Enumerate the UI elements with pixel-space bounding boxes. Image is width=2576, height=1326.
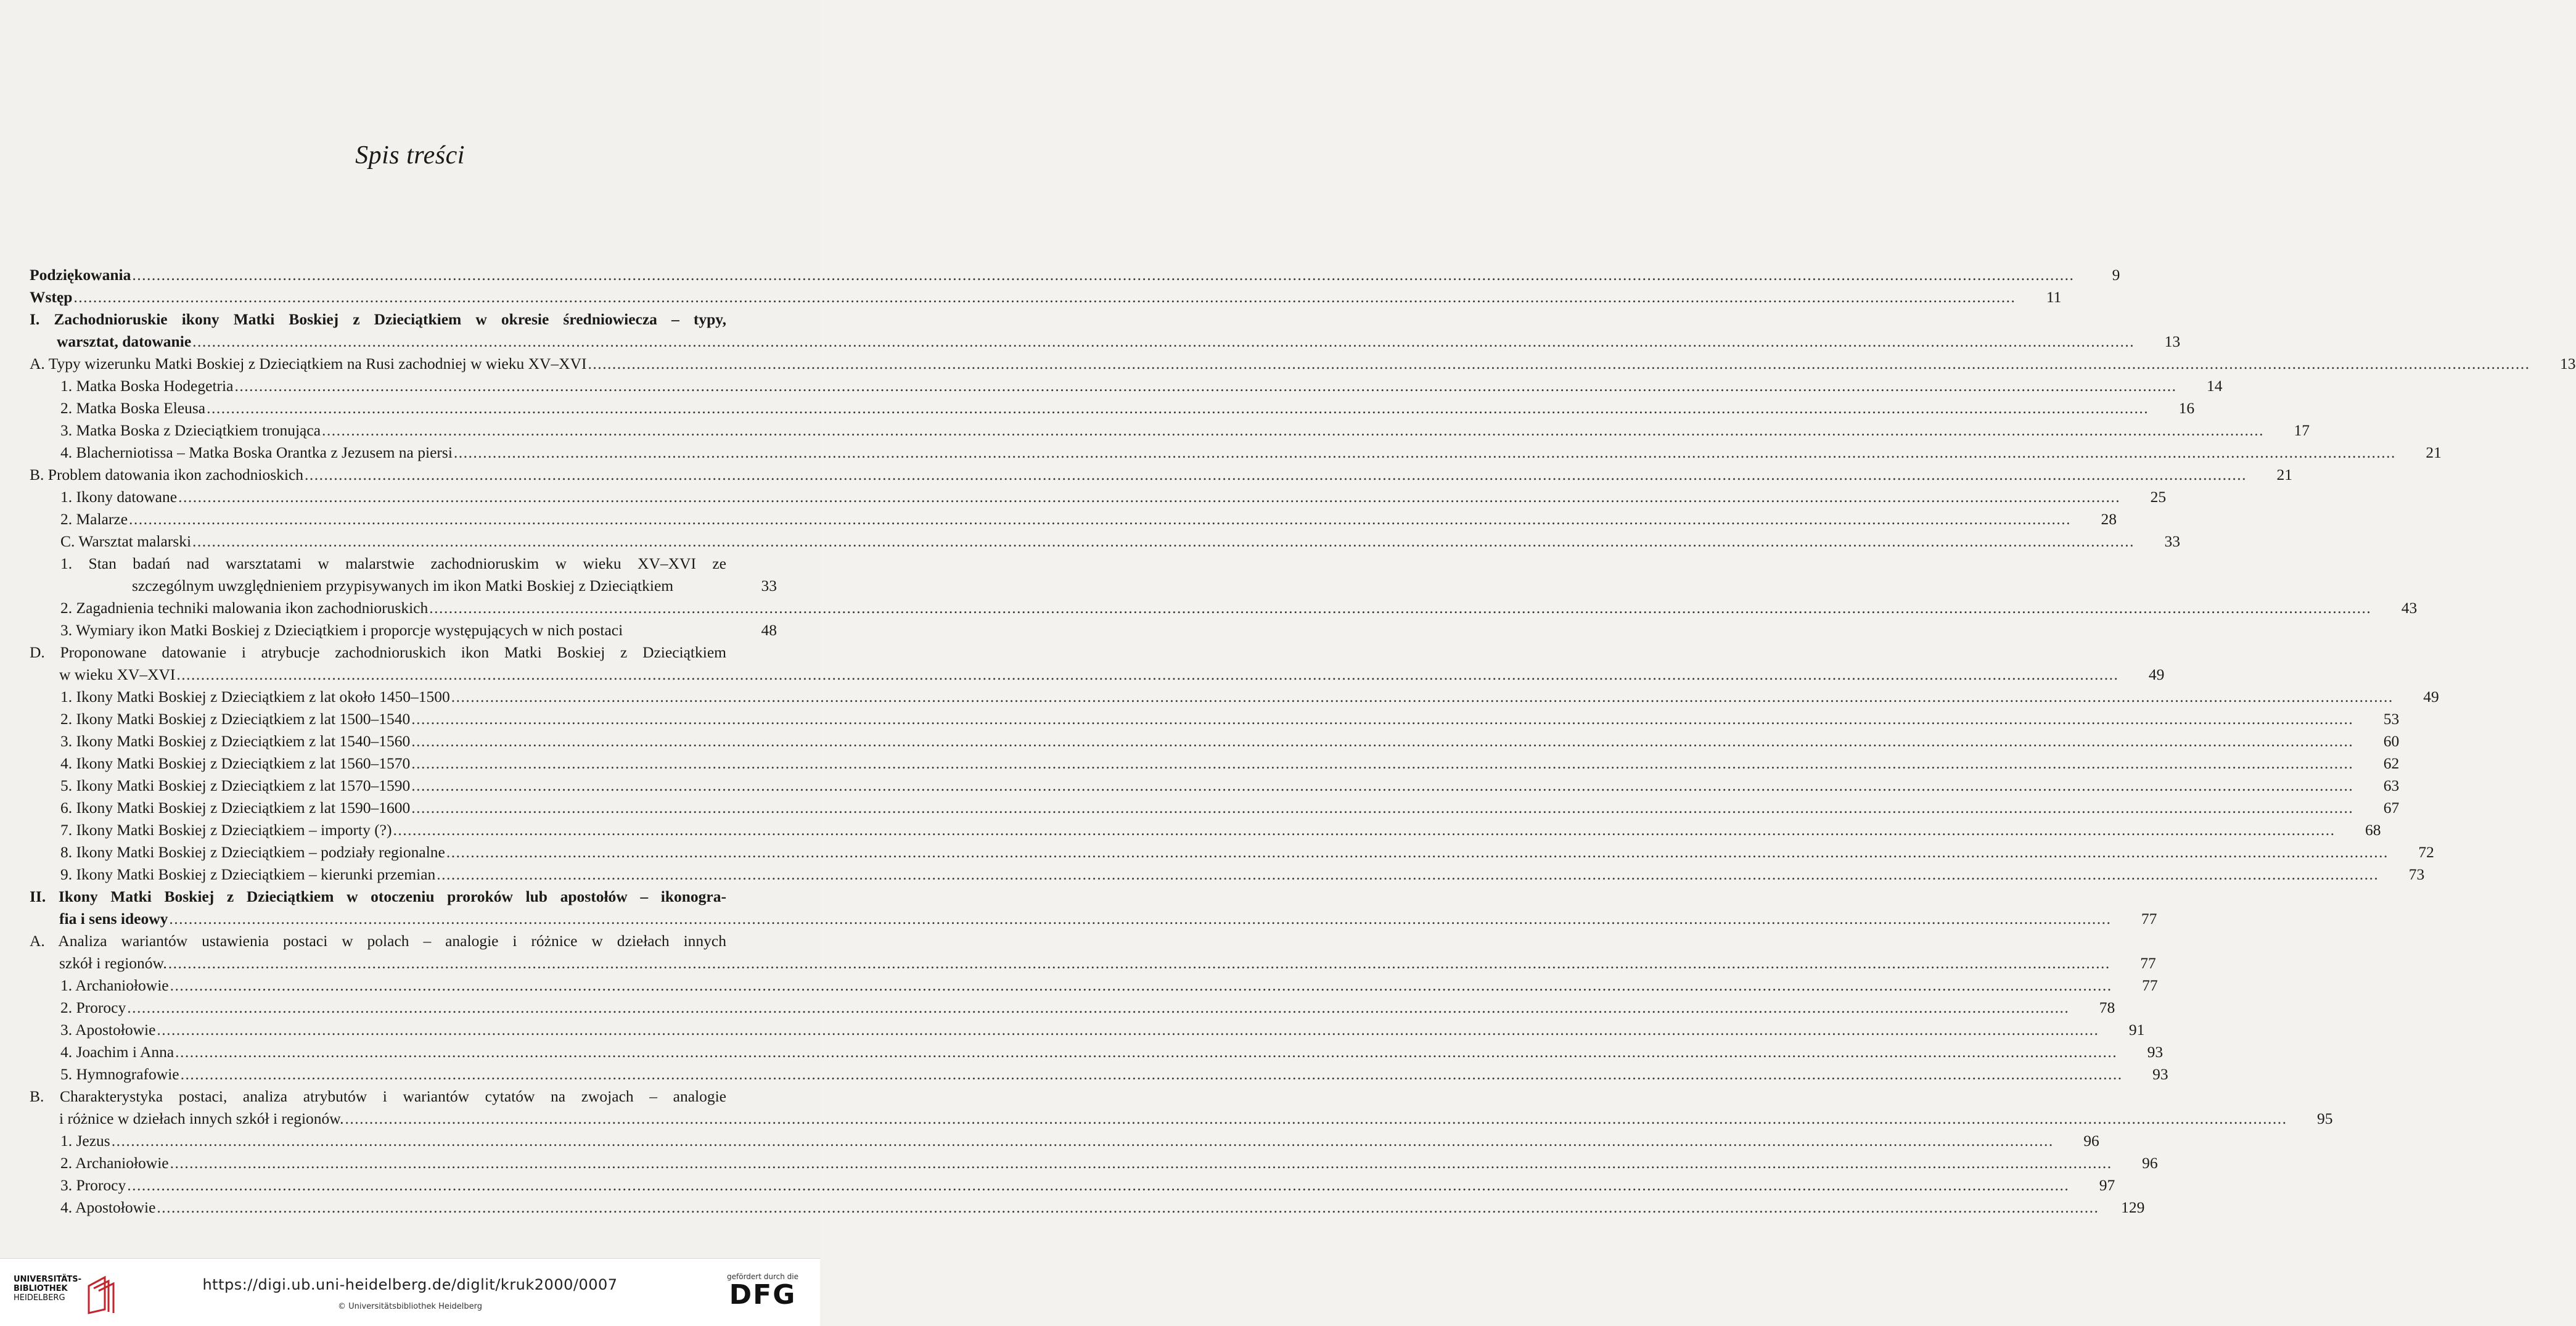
toc-page-number: 68 bbox=[2365, 821, 2381, 839]
toc-entry-title-line: A. Analiza wariantów ustawienia postaci w polach – analogie i różnice w dziełach innych bbox=[30, 932, 726, 950]
dot-leader: ................................................................................................................................................................................................................................................................................................................................................................................................................ bbox=[393, 821, 2336, 839]
toc-entry[interactable] bbox=[30, 974, 2158, 997]
footer-bar bbox=[0, 1258, 820, 1326]
dot-leader: ................................................................................................................................................................................................................................................................................................................................................................................................................ bbox=[451, 688, 2393, 706]
toc-page-number: 53 bbox=[2383, 710, 2400, 728]
toc-entry-title: 1. Archaniołowie bbox=[60, 976, 169, 994]
dot-leader: ................................................................................................................................................................................................................................................................................................................................................................................................................ bbox=[129, 510, 2072, 528]
toc-entry[interactable] bbox=[30, 286, 2062, 308]
toc-entry-title: C. Warsztat malarski bbox=[60, 532, 192, 550]
toc-entry[interactable] bbox=[30, 1196, 2145, 1219]
toc-entry[interactable] bbox=[30, 619, 777, 641]
toc-entry-title: 1. Jezus bbox=[60, 1132, 110, 1150]
toc-page-number: 95 bbox=[2316, 1110, 2333, 1127]
toc-page-number: 13 bbox=[2164, 332, 2181, 350]
dot-leader: ................................................................................................................................................................................................................................................................................................................................................................................................................ bbox=[207, 399, 2149, 417]
dot-leader: ................................................................................................................................................................................................................................................................................................................................................................................................................ bbox=[453, 443, 2396, 461]
toc-entry[interactable] bbox=[30, 464, 2293, 486]
toc-entry[interactable] bbox=[30, 930, 2156, 974]
dot-leader: ................................................................................................................................................................................................................................................................................................................................................................................................................ bbox=[178, 488, 2121, 506]
dot-leader: ................................................................................................................................................................................................................................................................................................................................................................................................................ bbox=[170, 976, 2112, 994]
toc-entry-title: i różnice w dziełach innych szkół i regionów. bbox=[59, 1110, 344, 1127]
toc-entry-title: warsztat, datowanie bbox=[57, 332, 192, 350]
toc-entry-title: 8. Ikony Matki Boskiej z Dzieciątkiem – podziały regionalne bbox=[60, 843, 445, 861]
toc-entry-title: 3. Apostołowie bbox=[60, 1021, 156, 1039]
dot-leader: ................................................................................................................................................................................................................................................................................................................................................................................................................ bbox=[157, 1198, 2099, 1216]
toc-page-number: 25 bbox=[2150, 488, 2167, 506]
toc-entry-title: B. Problem datowania ikon zachodnioskich bbox=[30, 466, 304, 484]
toc-entry-title: 2. Ikony Matki Boskiej z Dzieciątkiem z lat 1500–1540 bbox=[60, 710, 411, 728]
toc-entry-title: Podziękowania bbox=[30, 266, 131, 284]
toc-page-number: 91 bbox=[2128, 1021, 2145, 1039]
toc-page-number: 63 bbox=[2383, 776, 2400, 794]
permalink-url[interactable]: https://digi.ub.uni-heidelberg.de/diglit/kruk2000/0007 bbox=[202, 1276, 618, 1293]
dot-leader: ................................................................................................................................................................................................................................................................................................................................................................................................................ bbox=[170, 1154, 2112, 1172]
toc-page-number: 77 bbox=[2141, 910, 2157, 928]
toc-entry-title: w wieku XV–XVI bbox=[59, 665, 176, 683]
dot-leader: ................................................................................................................................................................................................................................................................................................................................................................................................................ bbox=[411, 710, 2354, 728]
toc-entry-title-line: I. Zachodnioruskie ikony Matki Boskiej z Dzieciątkiem w okresie średniowiecza – typy, bbox=[30, 310, 726, 328]
toc-page-number: 62 bbox=[2383, 754, 2400, 772]
library-name-line2: BIBLIOTHEK bbox=[14, 1284, 68, 1293]
funding-note: gefördert durch die bbox=[727, 1272, 798, 1281]
toc-page-number: 77 bbox=[2142, 976, 2158, 994]
toc-entry-title: 9. Ikony Matki Boskiej z Dzieciątkiem – kierunki przemian bbox=[60, 865, 436, 883]
toc-entry[interactable] bbox=[30, 730, 2400, 752]
toc-entry-title: 2. Archaniołowie bbox=[60, 1154, 169, 1172]
dot-leader: ................................................................................................................................................................................................................................................................................................................................................................................................................ bbox=[132, 266, 2075, 284]
dot-leader: ................................................................................................................................................................................................................................................................................................................................................................................................................ bbox=[168, 954, 2110, 972]
toc-page-number: 9 bbox=[2112, 266, 2120, 284]
toc-entry-title: 2. Zagadnienia techniki malowania ikon zachodnioruskich bbox=[60, 599, 429, 617]
toc-page-number: 17 bbox=[2294, 421, 2310, 439]
toc-entry[interactable] bbox=[30, 1085, 2333, 1130]
dot-leader: ................................................................................................................................................................................................................................................................................................................................................................................................................ bbox=[127, 999, 2070, 1016]
toc-entry-title: 1. Ikony datowane bbox=[60, 488, 178, 506]
toc-entry[interactable] bbox=[30, 1152, 2158, 1174]
toc-page-number: 21 bbox=[2426, 443, 2442, 461]
dot-leader: ................................................................................................................................................................................................................................................................................................................................................................................................................ bbox=[429, 599, 2372, 617]
toc-page-number: 78 bbox=[2099, 999, 2115, 1016]
dfg-logo[interactable] bbox=[723, 1272, 803, 1309]
toc-entry-title: 3. Ikony Matki Boskiej z Dzieciątkiem z lat 1540–1560 bbox=[60, 732, 411, 750]
toc-entry[interactable] bbox=[30, 686, 2439, 708]
dot-leader: ................................................................................................................................................................................................................................................................................................................................................................................................................ bbox=[127, 1176, 2070, 1194]
toc-entry[interactable] bbox=[30, 841, 2434, 863]
toc-entry-title-line: II. Ikony Matki Boskiej z Dzieciątkiem w otoczeniu proroków lub apostołów – ikonogra- bbox=[30, 887, 726, 905]
toc-entry-title-line: D. Proponowane datowanie i atrybucje zachodnioruskich ikon Matki Boskiej z Dzieciątkiem bbox=[30, 643, 726, 661]
toc-entry[interactable] bbox=[30, 486, 2167, 508]
dot-leader: ................................................................................................................................................................................................................................................................................................................................................................................................................ bbox=[411, 732, 2354, 750]
dot-leader: ................................................................................................................................................................................................................................................................................................................................................................................................................ bbox=[305, 466, 2247, 484]
toc-page-number: 28 bbox=[2101, 510, 2117, 528]
toc-entry-title: Wstęp bbox=[30, 288, 73, 306]
toc-page-number: 93 bbox=[2152, 1065, 2168, 1083]
toc-entry-title: 5. Ikony Matki Boskiej z Dzieciątkiem z lat 1570–1590 bbox=[60, 776, 411, 794]
toc-page-number: 93 bbox=[2147, 1043, 2164, 1061]
toc-entry[interactable] bbox=[30, 752, 2400, 775]
toc-page-number: 49 bbox=[2423, 688, 2439, 706]
toc-entry[interactable] bbox=[30, 353, 2576, 375]
toc-page-number: 33 bbox=[2164, 532, 2181, 550]
toc-page-number: 96 bbox=[2142, 1154, 2158, 1172]
dot-leader: ................................................................................................................................................................................................................................................................................................................................................................................................................ bbox=[176, 665, 2119, 683]
toc-entry[interactable] bbox=[30, 530, 2181, 553]
toc-entry-title: 6. Ikony Matki Boskiej z Dzieciątkiem z lat 1590–1600 bbox=[60, 799, 411, 817]
toc-entry-title: 1. Matka Boska Hodegetria bbox=[60, 377, 234, 395]
toc-entry[interactable] bbox=[30, 775, 2400, 797]
toc-page-number: 14 bbox=[2206, 377, 2223, 395]
toc-page-number: 16 bbox=[2178, 399, 2195, 417]
dot-leader: ................................................................................................................................................................................................................................................................................................................................................................................................................ bbox=[446, 843, 2389, 861]
toc-page-number: 33 bbox=[761, 577, 777, 595]
toc-entry-title: 2. Matka Boska Eleusa bbox=[60, 399, 206, 417]
toc-entry-title: A. Typy wizerunku Matki Boskiej z Dzieciątkiem na Rusi zachodniej w wieku XV–XVI bbox=[30, 355, 587, 373]
dot-leader: ................................................................................................................................................................................................................................................................................................................................................................................................................ bbox=[411, 776, 2354, 794]
toc-entry[interactable] bbox=[30, 508, 2117, 530]
dot-leader: ................................................................................................................................................................................................................................................................................................................................................................................................................ bbox=[169, 910, 2112, 928]
toc-entry[interactable] bbox=[30, 863, 2425, 886]
toc-entry[interactable] bbox=[30, 597, 2418, 619]
table-of-contents bbox=[30, 264, 2576, 1219]
toc-entry[interactable] bbox=[30, 397, 2195, 419]
dot-leader: ................................................................................................................................................................................................................................................................................................................................................................................................................ bbox=[411, 754, 2354, 772]
toc-entry[interactable] bbox=[30, 553, 777, 597]
toc-entry-title: 4. Blacherniotissa – Matka Boska Orantka z Jezusem na piersi bbox=[60, 443, 453, 461]
toc-entry[interactable] bbox=[30, 797, 2400, 819]
dot-leader: ................................................................................................................................................................................................................................................................................................................................................................................................................ bbox=[234, 377, 2177, 395]
dot-leader: ................................................................................................................................................................................................................................................................................................................................................................................................................ bbox=[73, 288, 2016, 306]
toc-page-number: 49 bbox=[2148, 665, 2165, 683]
toc-page-number: 97 bbox=[2099, 1176, 2115, 1194]
toc-entry-title: 2. Prorocy bbox=[60, 999, 126, 1016]
dot-leader: ................................................................................................................................................................................................................................................................................................................................................................................................................ bbox=[192, 332, 2135, 350]
toc-page-number: 21 bbox=[2276, 466, 2293, 484]
dot-leader: ................................................................................................................................................................................................................................................................................................................................................................................................................ bbox=[322, 421, 2265, 439]
toc-page-number: 77 bbox=[2140, 954, 2156, 972]
toc-entry-title: 4. Apostołowie bbox=[60, 1198, 156, 1216]
library-name-line1: UNIVERSITÄTS- bbox=[14, 1275, 81, 1284]
toc-page-number: 129 bbox=[2121, 1198, 2145, 1216]
copyright-notice: © Universitätsbibliothek Heidelberg bbox=[337, 1302, 482, 1311]
toc-page-number: 43 bbox=[2401, 599, 2418, 617]
toc-entry-title: 3. Wymiary ikon Matki Boskiej z Dzieciątkiem i proporcje występujących w nich postaci bbox=[60, 621, 623, 639]
toc-entry[interactable] bbox=[30, 886, 2157, 930]
dot-leader: ................................................................................................................................................................................................................................................................................................................................................................................................................ bbox=[175, 1043, 2118, 1061]
dot-leader: ................................................................................................................................................................................................................................................................................................................................................................................................................ bbox=[345, 1110, 2287, 1127]
page-title: Spis treści bbox=[355, 141, 465, 170]
toc-entry[interactable] bbox=[30, 442, 2442, 464]
toc-entry[interactable] bbox=[30, 419, 2310, 442]
dot-leader: ................................................................................................................................................................................................................................................................................................................................................................................................................ bbox=[111, 1132, 2054, 1150]
toc-entry-title-line: B. Charakterystyka postaci, analiza atrybutów i wariantów cytatów na zwojach – analogie bbox=[30, 1087, 726, 1105]
toc-entry[interactable] bbox=[30, 1041, 2164, 1063]
toc-page-number: 11 bbox=[2046, 288, 2062, 306]
dot-leader: ................................................................................................................................................................................................................................................................................................................................................................................................................ bbox=[192, 532, 2135, 550]
dot-leader: ................................................................................................................................................................................................................................................................................................................................................................................................................ bbox=[588, 355, 2530, 373]
toc-entry-title: 3. Prorocy bbox=[60, 1176, 126, 1194]
toc-page-number: 13 bbox=[2560, 355, 2576, 373]
toc-entry-title-line: 1. Stan badań nad warsztatami w malarstwie zachodnioruskim w wieku XV–XVI ze bbox=[60, 554, 726, 572]
toc-entry[interactable] bbox=[30, 1063, 2168, 1085]
toc-entry[interactable] bbox=[30, 997, 2115, 1019]
toc-entry[interactable] bbox=[30, 308, 2181, 353]
toc-entry[interactable] bbox=[30, 1174, 2115, 1196]
toc-entry[interactable] bbox=[30, 1019, 2145, 1041]
toc-entry-title: 7. Ikony Matki Boskiej z Dzieciątkiem – importy (?) bbox=[60, 821, 392, 839]
toc-entry-title: fia i sens ideowy bbox=[59, 910, 168, 928]
toc-page-number: 73 bbox=[2408, 865, 2425, 883]
library-name-line3: HEIDELBERG bbox=[14, 1293, 65, 1303]
toc-entry[interactable] bbox=[30, 1130, 2099, 1152]
toc-entry[interactable] bbox=[30, 641, 2165, 686]
dot-leader: ................................................................................................................................................................................................................................................................................................................................................................................................................ bbox=[180, 1065, 2123, 1083]
toc-entry-title: 3. Matka Boska z Dzieciątkiem tronująca bbox=[60, 421, 321, 439]
toc-page-number: 67 bbox=[2383, 799, 2400, 817]
toc-entry[interactable] bbox=[30, 264, 2120, 286]
toc-entry[interactable] bbox=[30, 708, 2400, 730]
toc-entry-title: 4. Ikony Matki Boskiej z Dzieciątkiem z lat 1560–1570 bbox=[60, 754, 411, 772]
dfg-wordmark: DFG bbox=[729, 1279, 797, 1311]
toc-page-number: 96 bbox=[2083, 1132, 2099, 1150]
toc-entry-title: 1. Ikony Matki Boskiej z Dzieciątkiem z lat około 1450–1500 bbox=[60, 688, 450, 706]
dot-leader: ................................................................................................................................................................................................................................................................................................................................................................................................................ bbox=[411, 799, 2354, 817]
toc-entry-title: 5. Hymnografowie bbox=[60, 1065, 179, 1083]
dot-leader: ................................................................................................................................................................................................................................................................................................................................................................................................................ bbox=[437, 865, 2379, 883]
toc-entry-title: szkół i regionów. bbox=[59, 954, 167, 972]
toc-page-number: 72 bbox=[2418, 843, 2434, 861]
toc-entry-title: 2. Malarze bbox=[60, 510, 128, 528]
toc-entry[interactable] bbox=[30, 819, 2381, 841]
toc-entry-title: szczególnym uwzględnieniem przypisywanych im ikon Matki Boskiej z Dzieciątkiem bbox=[132, 577, 674, 595]
toc-entry-title: 4. Joachim i Anna bbox=[60, 1043, 174, 1061]
toc-page-number: 60 bbox=[2383, 732, 2400, 750]
toc-page-number: 48 bbox=[761, 621, 777, 639]
dot-leader: ................................................................................................................................................................................................................................................................................................................................................................................................................ bbox=[157, 1021, 2099, 1039]
toc-entry[interactable] bbox=[30, 375, 2223, 397]
